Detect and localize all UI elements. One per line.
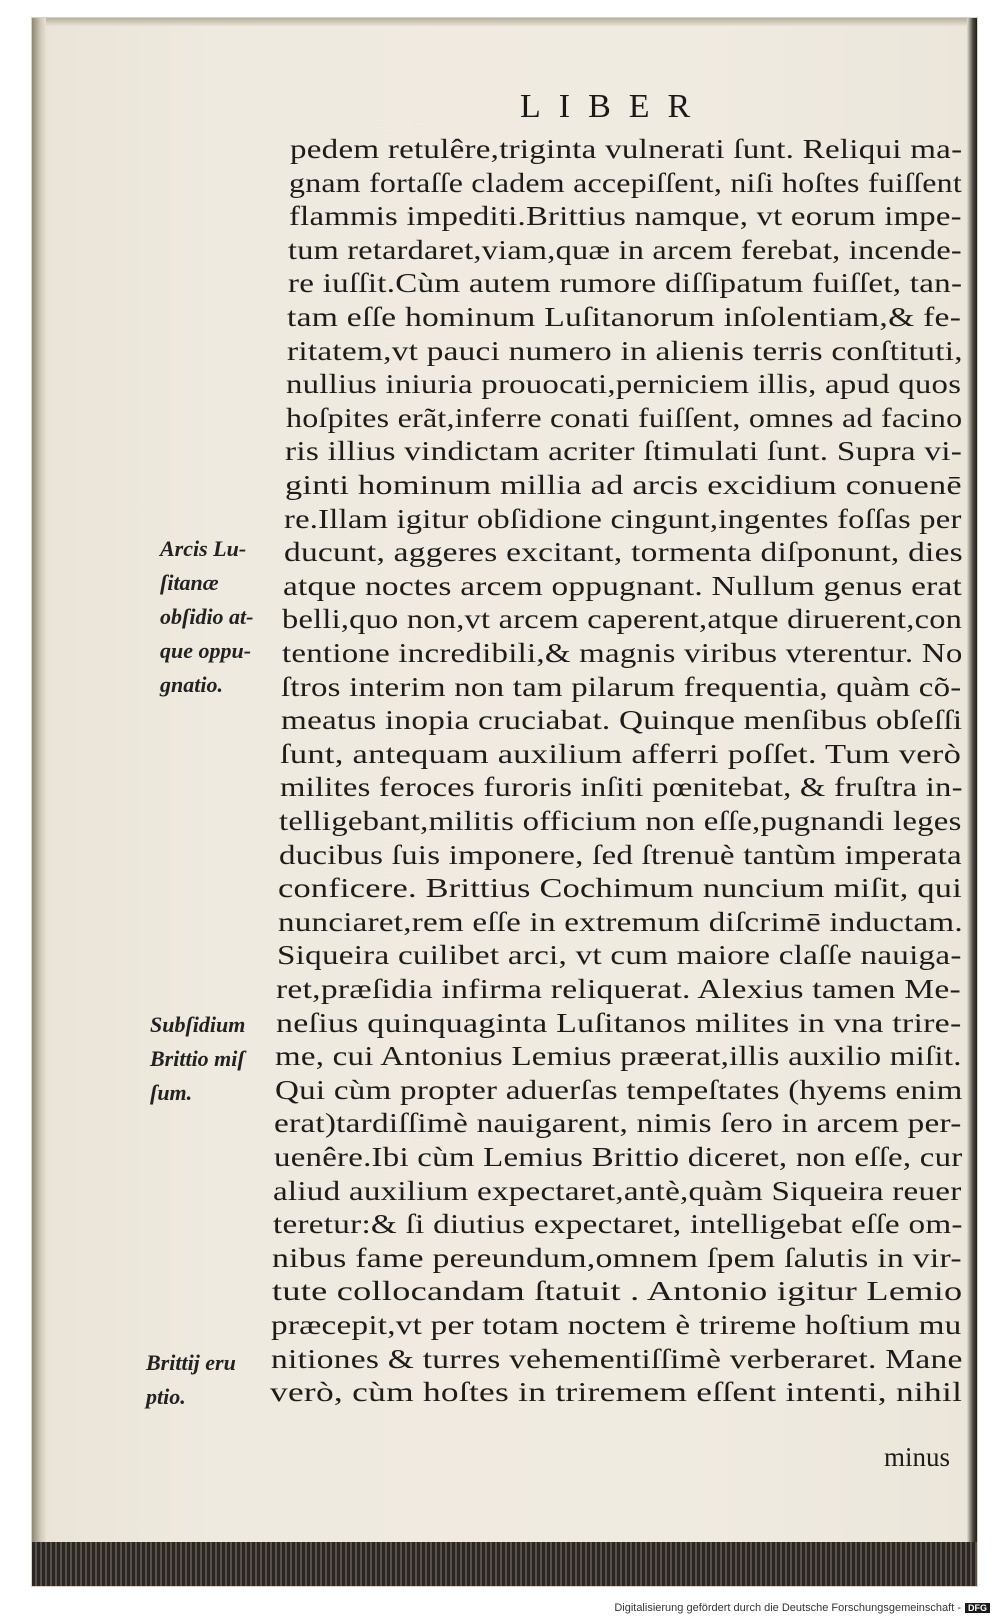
text-line: ducunt, aggeres excitant, tormenta diſponunt, dies xyxy=(283,537,963,568)
text-line: belli,quo non,vt arcem caperent,atque diruerent,con xyxy=(282,604,963,635)
dfg-logo: DFG xyxy=(965,1603,990,1613)
text-line: tute collocandam ſtatuit . Antonio igitur Lemio xyxy=(271,1276,963,1307)
catchword: minus xyxy=(884,1442,951,1472)
text-line: nibus fame pereundum,omnem ſpem ſalutis in vir- xyxy=(272,1242,963,1273)
margin-note-line: que oppu- xyxy=(160,638,252,663)
text-line: me, cui Antonius Lemius præerat,illis auxilio miſit. xyxy=(275,1041,963,1072)
text-line: tum retardaret,viam,quæ in arcem ferebat, incende- xyxy=(288,234,963,265)
text-line: teretur:& ſi diutius expectaret, intelligebat eſſe om- xyxy=(272,1209,963,1240)
text-line: neſius quinquaginta Luſitanos milites in vna trire- xyxy=(275,1007,962,1038)
margin-note-line: Arcis Lu- xyxy=(160,536,247,561)
text-line: gnam fortaſſe cladem accepiſſent, niſi hoſtes fuiſſent xyxy=(289,167,963,198)
margin-note-sortie xyxy=(146,1346,236,1414)
text-line: Qui cùm propter aduerſas tempeſtates (hyems enim xyxy=(274,1074,963,1105)
margin-note-line: ſum. xyxy=(150,1080,193,1105)
margin-note-siege xyxy=(160,532,254,702)
text-line: re iuſſit.Cùm autem rumore diſſipatum fuiſſet, tan- xyxy=(287,268,963,299)
text-line: conficere. Brittius Cochimum nuncium miſit, qui xyxy=(278,873,963,904)
page-fore-edge xyxy=(967,18,977,1586)
margin-note-line: Subſidium xyxy=(150,1012,246,1037)
text-line: uenêre.Ibi cùm Lemius Brittio diceret, non eſſe, cur xyxy=(273,1142,963,1172)
text-line: telligebant,militis officium non eſſe,pugnandi leges xyxy=(279,806,962,836)
text-line: re.Illam igitur obſidione cingunt,ingentes foſſas per xyxy=(284,503,962,534)
text-line: ritatem,vt pauci numero in alienis terris conſtituti, xyxy=(286,335,963,366)
margin-note-line: ptio. xyxy=(146,1384,186,1409)
running-head: LIBER xyxy=(520,88,709,125)
text-line: Siqueira cuilibet arci, vt cum maiore claſſe nauiga- xyxy=(277,940,962,971)
margin-note-line: ſitanæ xyxy=(160,570,219,595)
footer-text: Digitalisierung gefördert durch die Deutsche Forschungsgemeinschaft - xyxy=(614,1602,961,1614)
margin-note-line: Brittio miſ xyxy=(150,1046,245,1071)
text-line: verò, cùm hoſtes in triremem eſſent intenti, nihil xyxy=(270,1377,963,1408)
text-line: atque noctes arcem oppugnant. Nullum genus erat xyxy=(282,570,962,601)
text-line: præcepit,vt per totam noctem è trireme hoſtium mu xyxy=(271,1310,962,1340)
text-line: tentione incredibili,& magnis viribus vterentur. No xyxy=(281,638,963,668)
margin-note-line: gnatio. xyxy=(160,672,223,697)
text-line: flammis impediti.Brittius namque, vt eorum impe- xyxy=(288,201,962,232)
text-line: pedem retulêre,triginta vulnerati ſunt. Reliqui ma- xyxy=(290,134,963,164)
page-bottom-edge xyxy=(32,1542,977,1586)
text-line: ſunt, antequam auxilium afferri poſſet. Tum verò xyxy=(280,738,962,769)
text-line: meatus inopia cruciabat. Quinque menſibus obſeſſi xyxy=(280,705,963,736)
text-line: aliud auxilium expectaret,antè,quàm Siqueira reuer xyxy=(273,1175,962,1206)
text-line: ſtros interim non tam pilarum frequentia, quàm cõ- xyxy=(281,671,962,702)
text-line: milites feroces furoris inſiti pœnitebat, & fruſtra in- xyxy=(279,772,963,803)
text-line: ret,præſidia infirma reliquerat. Alexius tamen Me- xyxy=(276,974,962,1004)
text-line: erat)tardiſſimè nauigarent, nimis ſero in arcem per- xyxy=(274,1108,962,1139)
margin-note-relief xyxy=(150,1008,245,1110)
text-line: nitiones & turres vehementiſſimè verberaret. Mane xyxy=(270,1343,963,1374)
margin-note-line: obſidio at- xyxy=(160,604,254,629)
text-line: nunciaret,rem eſſe in extremum diſcrimē inductam. xyxy=(277,906,963,937)
page-top-edge xyxy=(32,18,977,26)
text-line: nullius iniuria prouocati,perniciem illis, apud quos xyxy=(286,369,962,400)
text-line: ducibus ſuis imponere, ſed ſtrenuè tantùm imperata xyxy=(278,839,962,870)
margin-note-line: Brittij eru xyxy=(146,1350,236,1375)
text-line: tam eſſe hominum Luſitanorum inſolentiam,& fe- xyxy=(287,302,962,332)
text-line: ris illius vindictam acriter ſtimulati ſunt. Supra vi- xyxy=(285,436,963,467)
text-line: ginti hominum millia ad arcis excidium conuenē xyxy=(284,470,962,500)
digitization-footer xyxy=(614,1602,990,1614)
page-gutter xyxy=(32,18,46,1586)
text-line: hoſpites erãt,inferre conati fuiſſent, omnes ad facino xyxy=(285,402,963,433)
